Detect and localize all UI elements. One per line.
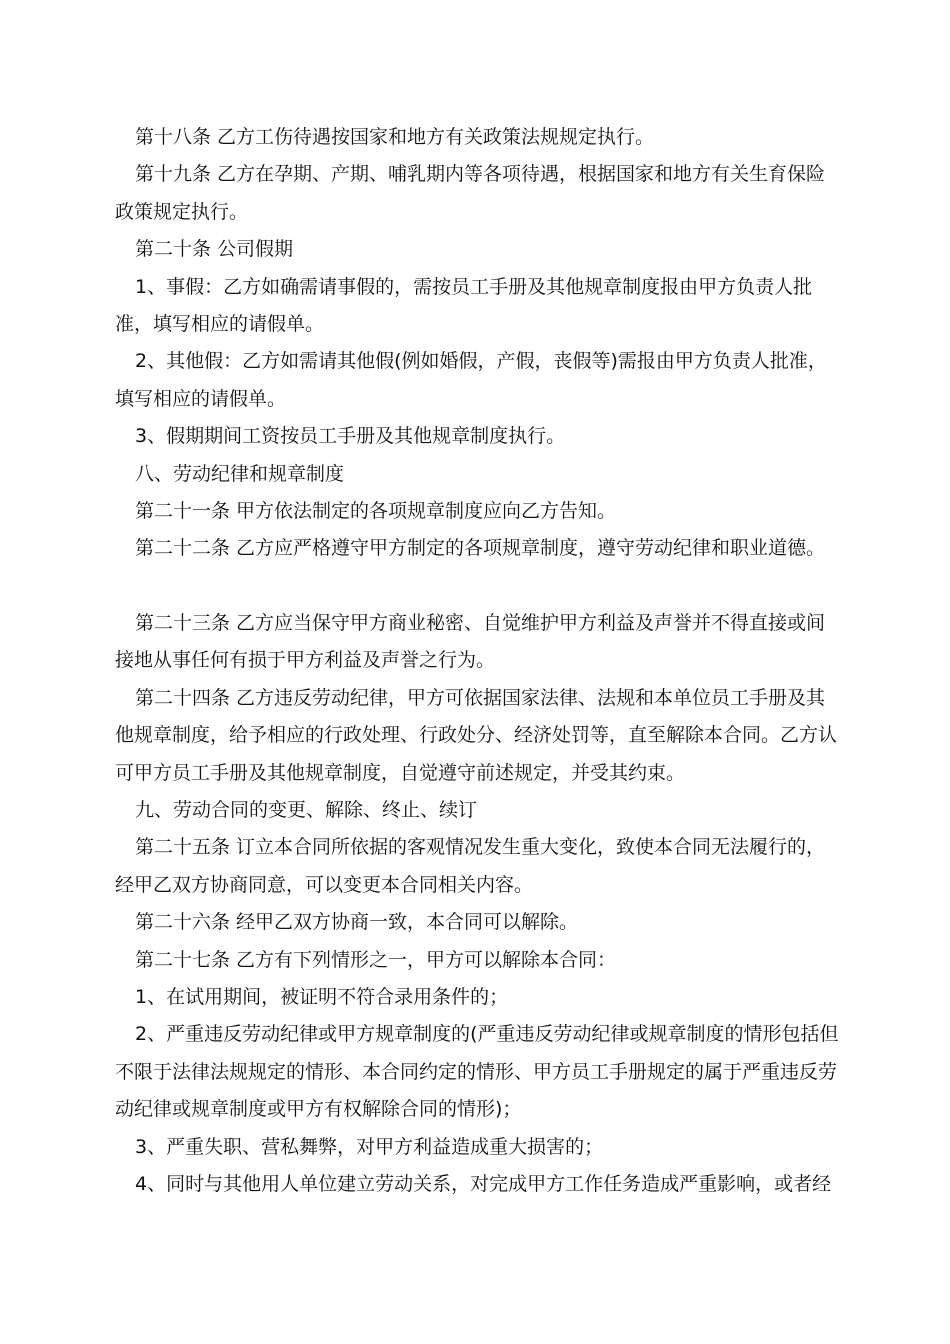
clause-19: 第十九条 乙方在孕期、产期、哺乳期内等各项待遇，根据国家和地方有关生育保险政策规定执行。 [115,163,826,223]
blank-line [115,568,843,605]
clause-26: 第二十六条 经甲乙双方协商一致，本合同可以解除。 [135,911,579,934]
termination-item-2: 2、严重违反劳动纪律或甲方规章制度的(严重违反劳动纪律或规章制度的情形包括但不限于法律法规规定的情形、本合同约定的情形、甲方员工手册规定的属于严重违反劳动纪律或规章制度或甲方有权解除合同的情形)； [115,1023,839,1121]
clause-27: 第二十七条 乙方有下列情形之一，甲方可以解除本合同： [135,948,617,971]
termination-item-1: 1、在试用期间，被证明不符合录用条件的； [135,985,509,1008]
clause-24: 第二十四条 乙方违反劳动纪律，甲方可依据国家法律、法规和本单位员工手册及其他规章制度，给予相应的行政处理、行政处分、经济处罚等，直至解除本合同。乙方认可甲方员工手册及其他规章制度，自觉遵守前述规定，并受其约束。 [115,686,838,784]
document-body [115,119,843,1203]
clause-25: 第二十五条 订立本合同所依据的客观情况发生重大变化，致使本合同无法履行的，经甲乙双方协商同意，可以变更本合同相关内容。 [115,836,826,896]
leave-item-1: 1、事假：乙方如确需请事假的，需按员工手册及其他规章制度报由甲方负责人批准，填写相应的请假单。 [115,275,813,336]
clause-23: 第二十三条 乙方应当保守甲方商业秘密、自觉维护甲方利益及声誉并不得直接或间接地从事任何有损于甲方利益及声誉之行为。 [115,611,826,672]
section-9-heading: 九、劳动合同的变更、解除、终止、续订 [135,798,478,821]
termination-item-3: 3、严重失职、营私舞弊，对甲方利益造成重大损害的； [135,1135,604,1158]
clause-21: 第二十一条 甲方依法制定的各项规章制度应向乙方告知。 [135,500,617,523]
leave-item-2: 2、其他假：乙方如需请其他假(例如婚假，产假，丧假等)需报由甲方负责人批准，填写相应的请假单。 [115,350,827,410]
termination-item-4: 4、同时与其他用人单位建立劳动关系，对完成甲方工作任务造成严重影响，或者经 [135,1172,832,1195]
clause-20-heading: 第二十条 公司假期 [135,238,294,261]
section-8-heading: 八、劳动纪律和规章制度 [135,462,345,485]
clause-18: 第十八条 乙方工伤待遇按国家和地方有关政策法规规定执行。 [135,126,655,148]
leave-item-3: 3、假期期间工资按员工手册及其他规章制度执行。 [135,425,566,448]
clause-22: 第二十二条 乙方应严格遵守甲方制定的各项规章制度，遵守劳动纪律和职业道德。 [135,537,826,560]
